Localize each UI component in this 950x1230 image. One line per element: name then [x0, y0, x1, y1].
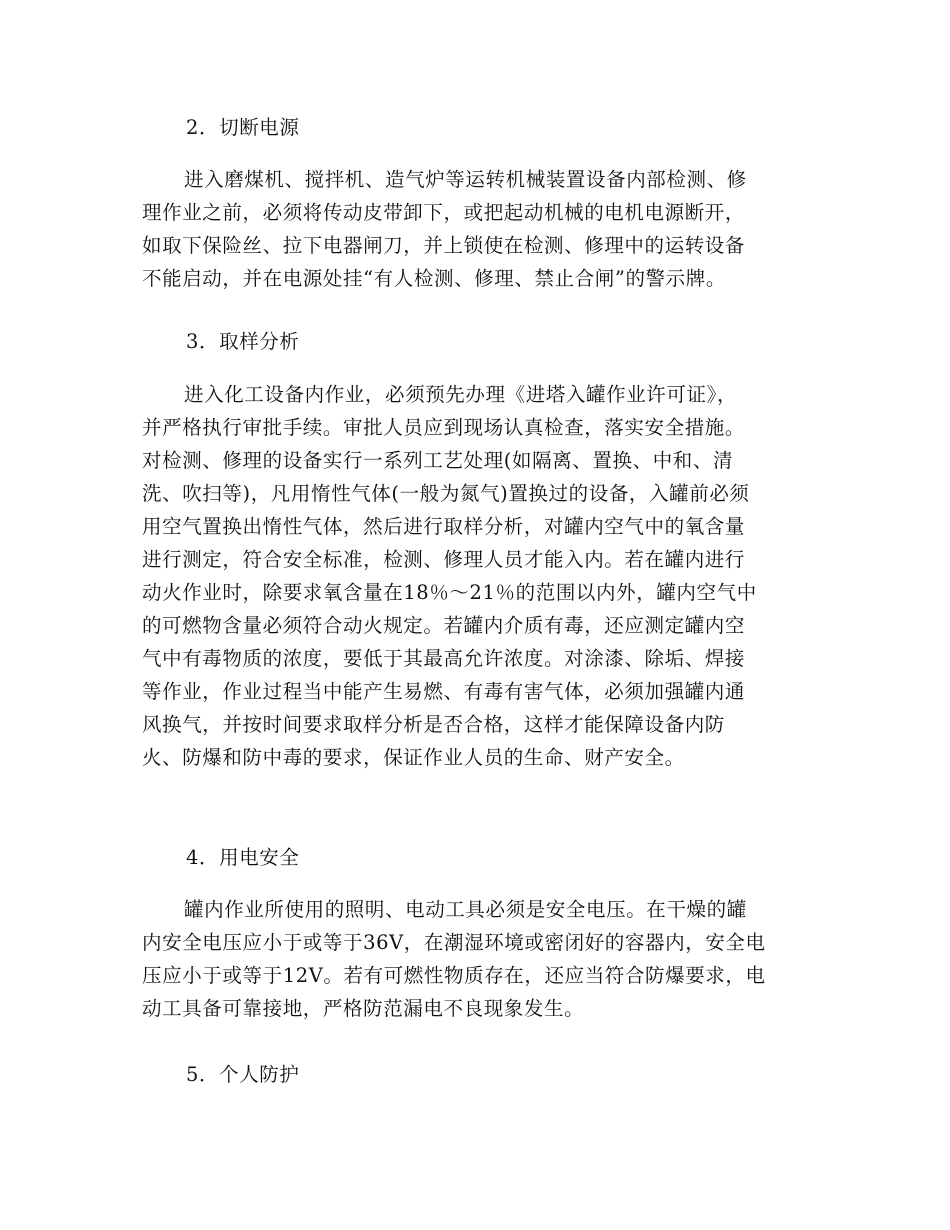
paragraph-line: 动工具备可靠接地，严格防范漏电不良现象发生。: [142, 997, 585, 1020]
paragraph-line: 用空气置换出惰性气体，然后进行取样分析，对罐内空气中的氧含量: [142, 515, 746, 538]
paragraph-line: 不能启动，并在电源处挂“有人检测、修理、禁止合闸”的警示牌。: [142, 267, 726, 290]
paragraph-line: 罐内作业所使用的照明、电动工具必须是安全电压。在干燥的罐: [184, 898, 747, 921]
paragraph-line: 动火作业时，除要求氧含量在18％～21％的范围以内外，罐内空气中: [142, 581, 757, 604]
paragraph-line: 等作业，作业过程当中能产生易燃、有毒有害气体，必须加强罐内通: [142, 680, 746, 703]
paragraph-line: 风换气，并按时间要求取样分析是否合格，这样才能保障设备内防: [142, 713, 725, 736]
paragraph-line: 进入化工设备内作业，必须预先办理《进塔入罐作业许可证》，: [184, 383, 738, 406]
paragraph-line: 如取下保险丝、拉下电器闸刀，并上锁使在检测、修理中的运转设备: [142, 234, 746, 257]
paragraph-line: 气中有毒物质的浓度，要低于其最高允许浓度。对涂漆、除垢、焊接: [142, 647, 746, 670]
section-heading-power-off: 2．切断电源: [186, 116, 300, 139]
paragraph-line: 内安全电压应小于或等于36V，在潮湿环境或密闭好的容器内，安全电: [142, 931, 766, 954]
paragraph-line: 的可燃物含量必须符合动火规定。若罐内介质有毒，还应测定罐内空: [142, 614, 746, 637]
section-heading-personal-protection: 5．个人防护: [186, 1063, 300, 1086]
section-heading-electrical-safety: 4．用电安全: [186, 846, 300, 869]
paragraph-line: 理作业之前，必须将传动皮带卸下，或把起动机械的电机电源断开，: [142, 201, 746, 224]
paragraph-line: 压应小于或等于12V。若有可燃性物质存在，还应当符合防爆要求，电: [142, 964, 766, 987]
paragraph-line: 进入磨煤机、搅拌机、造气炉等运转机械装置设备内部检测、修: [184, 168, 747, 191]
section-heading-sampling: 3．取样分析: [186, 330, 300, 353]
paragraph-electrical-safety: [142, 893, 812, 1025]
paragraph-line: 火、防爆和防中毒的要求，保证作业人员的生命、财产安全。: [142, 746, 685, 769]
paragraph-sampling: [142, 378, 812, 774]
paragraph-line: 进行测定，符合安全标准，检测、修理人员才能入内。若在罐内进行: [142, 548, 746, 571]
paragraph-line: 并严格执行审批手续。审批人员应到现场认真检查，落实安全措施。: [142, 416, 746, 439]
paragraph-power-off: [142, 163, 812, 295]
paragraph-line: 对检测、修理的设备实行一系列工艺处理(如隔离、置换、中和、清: [142, 449, 734, 472]
paragraph-line: 洗、吹扫等)，凡用惰性气体(一般为氮气)置换过的设备，入罐前必须: [142, 482, 750, 505]
